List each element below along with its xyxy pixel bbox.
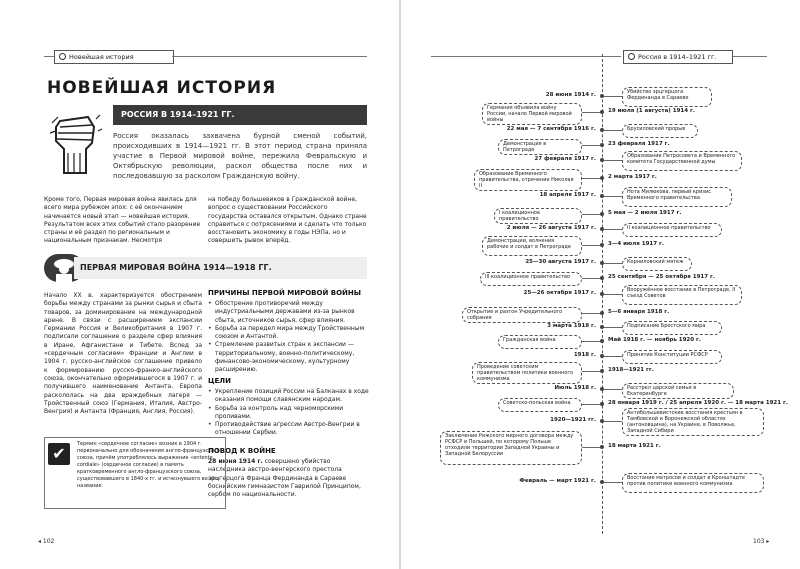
timeline-dot [600, 369, 604, 373]
timeline-date: 18 марта 1921 г. [608, 443, 661, 449]
timeline-event: Нота Милюкова, первый кризис Временного правительства [622, 187, 732, 207]
page-header [54, 50, 174, 64]
ww1-body: Начало XX в. характеризуется обострением борьбы между странами за рынки сырья и сбыта товаров, за доминирование на международной арене. В связи с расширением экспансии Германии Россия и Великобритания в 1907 г. подписали соглашение о разделе сфер влияния в Иране, Афганистане и Тибете. Вслед за «сердечным согласием» Франции и Англии в 1904 г. русско-английское соглашение привело к формированию русско-франко-английского союза, окончательно оформившегося в 1907 г. и получившего наименование Антанта. Европа раскололась на два враждебных лагеря — Тройственный союз (Германия, Италия, Австро-Венгрия) и Антанта (Франция, Англия, Россия). [44, 292, 202, 416]
timeline-date: 19 июля (1 августа) 1914 г. [608, 108, 695, 114]
reason-date: 28 июня 1914 г. [208, 458, 263, 465]
timeline-dot [600, 445, 604, 449]
timeline-dot [600, 110, 604, 114]
timeline-event: Принятие Конституции РСФСР [622, 350, 722, 364]
timeline-event: Расстрел царской семьи в Екатеринбурге [622, 383, 734, 399]
right-page [401, 0, 800, 569]
header-label: Россия в 1914–1921 гг. [638, 53, 717, 61]
checkmark-icon: ✔ [48, 443, 70, 465]
page-number: ◂ 102 [38, 538, 55, 545]
timeline-event: Корниловский мятеж [622, 257, 692, 271]
timeline-connector [604, 482, 622, 483]
timeline-event: Демонстрация в Петрограде [498, 139, 582, 155]
timeline-date: 5 мая — 2 июля 1917 г. [608, 210, 682, 216]
timeline-date: 22 мая — 7 сентября 1916 г. [506, 126, 596, 132]
timeline-date: 5—6 января 1918 г. [608, 309, 670, 315]
timeline-event: Проведение советским правительством политики военного коммунизма [472, 362, 582, 384]
reason-text: совершено убийство наследника австро-венгерского престола эрцгерцога Франца Фердинанда в Сараеве боснийским гимназистом Гаврилой Принципом, сербом по национальности. [208, 458, 361, 499]
timeline-dot [600, 176, 604, 180]
timeline-event: Германия объявила войну России, начало Первой мировой войны [482, 103, 582, 125]
timeline-dot [600, 311, 604, 315]
timeline-event: Гражданская война [498, 335, 582, 349]
banner-label: РОССИЯ В 1914–1921 ГГ. [121, 110, 235, 119]
timeline-event: Открытие и разгон Учредительного собрания [462, 307, 582, 323]
timeline-date: 1918 г. [573, 352, 596, 358]
page-header [623, 50, 733, 64]
timeline-connector [604, 294, 622, 295]
timeline-date: 25—26 октября 1917 г. [523, 290, 596, 296]
timeline-date: Июль 1918 г. [554, 385, 596, 391]
section-banner-ww1 [74, 257, 367, 279]
timeline-event: I коалиционное правительство [494, 208, 582, 224]
magnifier-icon [628, 53, 635, 60]
timeline-connector [582, 178, 600, 179]
timeline-date: 1918—1921 гг. [608, 367, 654, 373]
timeline-connector [604, 160, 622, 161]
header-rule [431, 56, 621, 57]
header-label: Новейшая история [69, 53, 134, 61]
timeline-dot [600, 339, 604, 343]
timeline-connector [604, 229, 622, 230]
timeline-event: Подписание Брестского мира [622, 321, 722, 335]
intro-column-2: на победу большевиков в Гражданской войне, вопрос о существовании Российского государства оставался открытым. Однако стране справиться с потрясениями и сделать что только восстановить экономику в годы НЭПа, но и совершить рывок вперёд. [208, 196, 367, 245]
intro-column-1: Кроме того, Первая мировая война явилась для всего мира рубежом эпох: с её окончанием начинается новый этап — новейшая история. Результатом всех этих событий стало разорение страны и её раздел по региональным и национальным признакам. Несмотря [44, 196, 201, 245]
magnifier-icon [59, 53, 66, 60]
header-rule [172, 56, 367, 57]
timeline-event: Советско-польская война [498, 398, 582, 412]
timeline-date: 25—30 августа 1917 г. [525, 259, 596, 265]
timeline-date: 18 апреля 1917 г. [539, 192, 596, 198]
timeline-connector [582, 245, 600, 246]
timeline-connector [604, 130, 622, 131]
timeline-connector [582, 371, 600, 372]
timeline-dot [600, 212, 604, 216]
list-item: • Борьба за передел мира между Тройственным союзом и Антантой. [215, 325, 373, 342]
goals-title: ЦЕЛИ [208, 377, 231, 385]
header-rule [44, 56, 54, 57]
causes-list [208, 300, 373, 375]
timeline-connector [582, 214, 600, 215]
note-text: Термин «сердечное согласие» возник в 1904 г. первоначально для обозначения англо-французского союза, причём употреблялось выражение «entente cordiale» (сердечное согласие) в память кратковременного англо-французского союза, существовавшего в 1840-х гг. и исчезнувшего во это название. [77, 441, 220, 489]
timeline-event: Убийство эрцгерцога Фердинанда в Сараеве [622, 87, 712, 107]
timeline-event: Образование Временного правительства, отречение Николая II [474, 169, 582, 191]
timeline-date: 3—4 июля 1917 г. [608, 241, 664, 247]
timeline-event: III коалиционное правительство [480, 272, 582, 286]
timeline-event: Заключение Рижского мирного договора между РСФСР и Польшей, по которому Польше отходили территории Западной Украины и Западной Белоруссии [440, 431, 582, 465]
timeline-event: Брусиловский прорыв [622, 124, 698, 138]
timeline-connector [582, 447, 600, 448]
timeline-date: 1920—1921 гг. [550, 417, 596, 423]
timeline-date: 28 июня 1914 г. [545, 92, 596, 98]
list-item: • Стремление развитых стран к экспансии — территориальному, военно-политическому, финансово-экономическому, культурному расширению. [215, 341, 373, 374]
banner-label: ПЕРВАЯ МИРОВАЯ ВОЙНА 1914—1918 ГГ. [80, 263, 272, 272]
timeline-event: II коалиционное правительство [622, 223, 722, 237]
timeline-date: 25 сентября — 25 октября 1917 г. [608, 274, 715, 280]
timeline-connector [604, 96, 622, 97]
list-item: • Противодействие агрессии Австро-Венгрии в отношении Сербии. [215, 421, 373, 438]
timeline-event: Демонстрации, волнения рабочих и солдат в Петрограде [482, 236, 582, 256]
list-item: • Борьба за контроль над черноморскими проливами. [215, 405, 373, 422]
timeline-date: 23 февраля 1917 г. [608, 141, 670, 147]
left-page [0, 0, 399, 569]
timeline-event: Антибольшевистские восстания крестьян в Тамбовской и Воронежской областях (антоновщина), на Украине, в Поволжье, Западной Сибири [622, 408, 764, 436]
page-number: 103 ▸ [753, 538, 770, 545]
timeline-connector [582, 313, 600, 314]
timeline-date: Февраль — март 1921 г. [519, 478, 596, 484]
timeline-connector [604, 356, 622, 357]
timeline-date: 27 февраля 1917 г. [534, 156, 596, 162]
timeline-dot [600, 276, 604, 280]
timeline-connector [582, 341, 600, 342]
timeline-event: Восстание матросов и солдат в Кронштадте против политики военного коммунизма [622, 473, 764, 493]
intro-paragraph: Россия оказалась захвачена бурной сменой событий, происходивших в 1914—1921 гг. В этот период страна приняла участие в Первой мировой войне, пережила Февральскую и Октябрьскую революции, раскол общества после них и последовавшую за расколом Гражданскую войну. [113, 132, 367, 180]
timeline-date: 3 марта 1918 г. [547, 323, 596, 329]
timeline-date: 28 января 1919 г. / 25 апреля 1920 г. — 18 марта 1921 г. [608, 400, 788, 406]
fist-icon [48, 113, 103, 175]
timeline-dot [600, 402, 604, 406]
timeline-connector [582, 112, 600, 113]
timeline-event: Вооружённое восстание в Петрограде, II съезд Советов [622, 285, 742, 305]
timeline-connector [604, 263, 622, 264]
timeline-date: Май 1918 г. — ноябрь 1920 г. [608, 337, 701, 343]
reason-paragraph [208, 458, 366, 499]
page-title: НОВЕЙШАЯ ИСТОРИЯ [47, 78, 277, 98]
list-item: • Укрепление позиций России на Балканах в ходе оказания помощи славянским народам. [215, 388, 373, 405]
timeline-dot [600, 143, 604, 147]
page-number-value: 103 [753, 538, 765, 545]
timeline-connector [582, 404, 600, 405]
timeline-connector [604, 196, 622, 197]
timeline-connector [582, 278, 600, 279]
timeline-date: 2 июля — 26 августа 1917 г. [506, 225, 596, 231]
goals-list [208, 388, 373, 438]
timeline-connector [604, 327, 622, 328]
reason-title: ПОВОД К ВОЙНЕ [208, 447, 276, 455]
header-rule [733, 56, 767, 57]
causes-title: ПРИЧИНЫ ПЕРВОЙ МИРОВОЙ ВОЙНЫ [208, 289, 362, 297]
timeline-connector [604, 389, 622, 390]
timeline-event: Образование Петросовета и Временного комитета Государственной думы [622, 151, 742, 171]
timeline-dot [600, 243, 604, 247]
timeline-connector [582, 145, 600, 146]
timeline-connector [604, 421, 622, 422]
list-item: • Обострение противоречий между индустриальными державами из-за рынков сбыта, источников сырья, сфер влияния. [215, 300, 373, 325]
timeline-date: 2 марта 1917 г. [608, 174, 657, 180]
section-banner-russia [113, 105, 367, 125]
note-box [44, 437, 226, 509]
page-number-value: 102 [42, 538, 55, 545]
